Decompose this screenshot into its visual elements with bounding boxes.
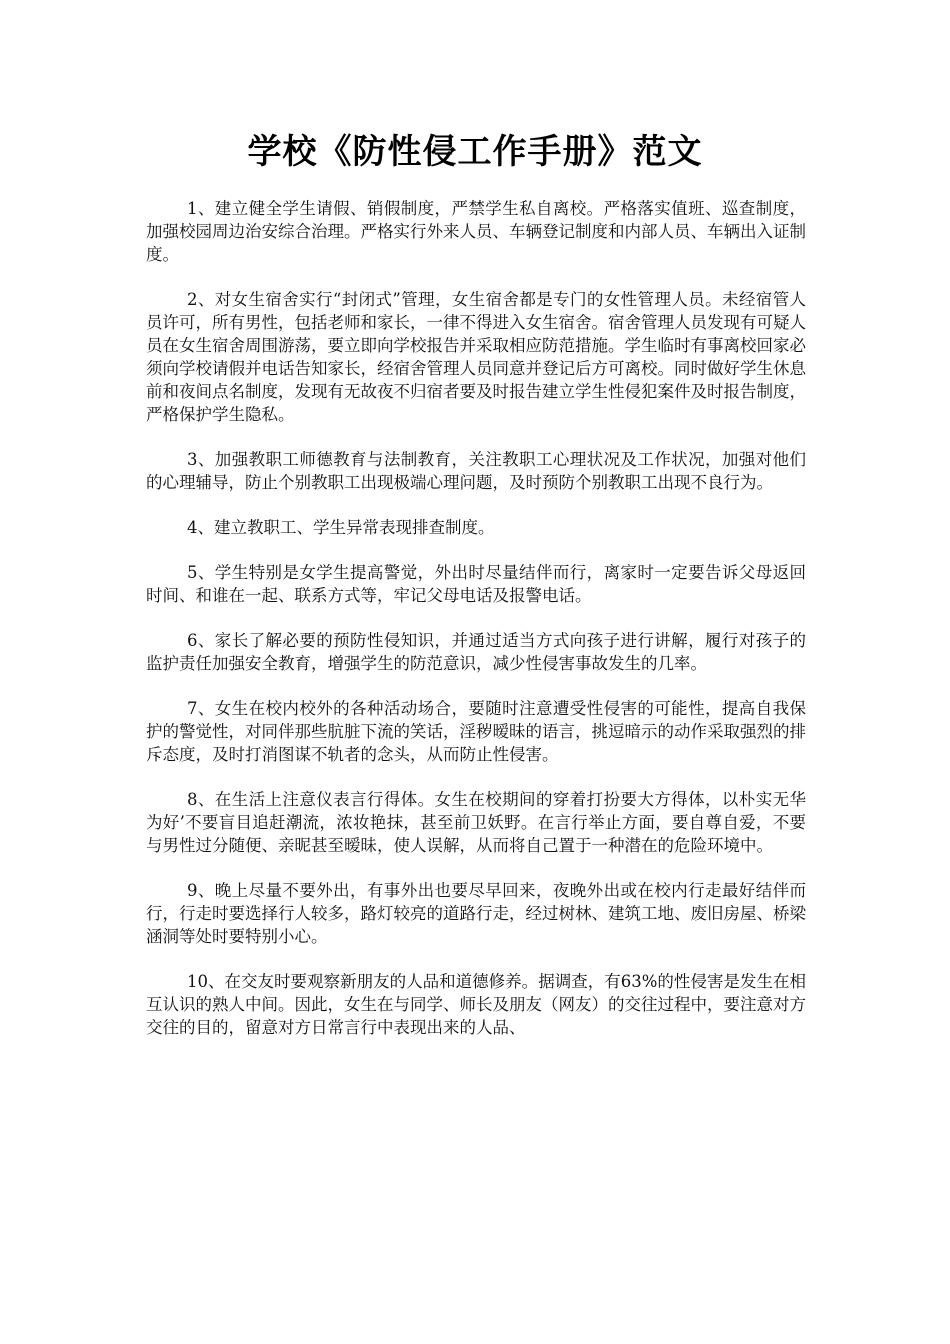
paragraph-3: 3、加强教职工师德教育与法制教育，关注教职工心理状况及工作状况，加强对他们的心理辅导，防止个别教职工出现极端心理问题，及时预防个别教职工出现不良行为。 [146, 450, 806, 492]
paragraph-9: 9、晚上尽量不要外出，有事外出也要尽早回来，夜晚外出或在校内行走最好结伴而行，行走时要选择行人较多，路灯较亮的道路行走，经过树林、建筑工地、废旧房屋、桥梁涵洞等处时要特别小心。 [146, 881, 806, 946]
paragraph-4: 4、建立教职工、学生异常表现排查制度。 [187, 518, 495, 537]
paragraph-10: 10、在交友时要观察新朋友的人品和道德修养。据调查，有63%的性侵害是发生在相互认识的熟人中间。因此，女生在与同学、师长及朋友（网友）的交往过程中，要注意对方交往的目的，留意对方日常言行中表现出来的人品、 [146, 972, 806, 1037]
paragraph-6: 6、家长了解必要的预防性侵知识，并通过适当方式向孩子进行讲解，履行对孩子的监护责任加强安全教育，增强学生的防范意识，减少性侵害事故发生的几率。 [146, 631, 806, 673]
paragraph-5: 5、学生特别是女学生提高警觉，外出时尽量结伴而行，离家时一定要告诉父母返回时间、和谁在一起、联系方式等，牢记父母电话及报警电话。 [146, 563, 806, 605]
document-title: 学校《防性侵工作手册》范文 [247, 132, 703, 172]
paragraph-2: 2、对女生宿舍实行“封闭式”管理，女生宿舍都是专门的女性管理人员。未经宿管人员许可，所有男性，包括老师和家长，一律不得进入女生宿舍。宿舍管理人员发现有可疑人员在女生宿舍周围游荡，要立即向学校报告并采取相应防范措施。学生临时有事离校回家必须向学校请假并电话告知家长，经宿舍管理人员同意并登记后方可离校。同时做好学生休息前和夜间点名制度，发现有无故夜不归宿者要及时报告建立学生性侵犯案件及时报告制度，严格保护学生隐私。 [146, 290, 806, 424]
paragraph-8: 8、在生活上注意仪表言行得体。女生在校期间的穿着打扮要大方得体，以朴实无华为好’不要盲目追赶潮流，浓妆艳抹，甚至前卫妖野。在言行举止方面，要自尊自爱，不要与男性过分随便、亲昵甚至暧昧，使人误解，从而将自己置于一种潜在的危险环境中。 [146, 790, 806, 855]
document-body [146, 197, 806, 1061]
paragraph-7: 7、女生在校内校外的各种活动场合，要随时注意遭受性侵害的可能性，提高自我保护的警觉性，对同伴那些肮脏下流的笑话，淫秽暧昧的语言，挑逗暗示的动作采取强烈的排斥态度，及时打消图谋不轨者的念头，从而防止性侵害。 [146, 699, 806, 764]
paragraph-1: 1、建立健全学生请假、销假制度，严禁学生私自离校。严格落实值班、巡查制度，加强校园周边治安综合治理。严格实行外来人员、车辆登记制度和内部人员、车辆出入证制度。 [146, 199, 806, 264]
